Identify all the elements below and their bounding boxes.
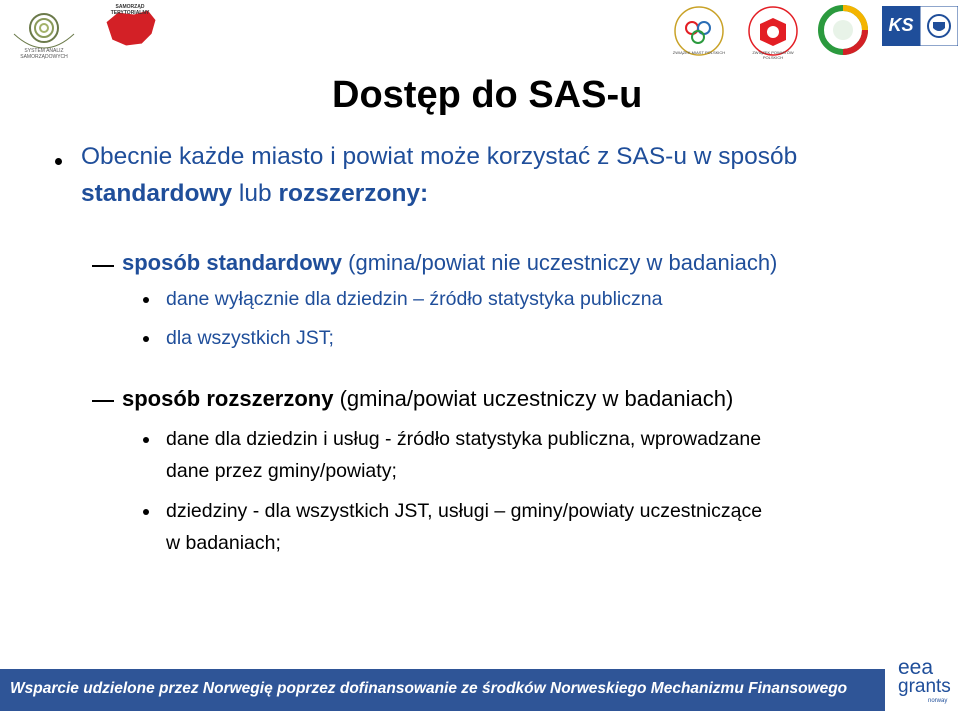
samorzad-logo [98,4,162,54]
extended-item-1-line-1: dane dla dziedzin i usług - źródło statystyka publiczna, wprowadzane [166,428,762,450]
standard-heading-rest: (gmina/powiat nie uczestniczy w badaniach) [342,250,778,275]
sas-logo [8,4,80,60]
standard-item-2: dla wszystkich JST; [166,327,334,349]
dash-marker [92,265,114,267]
intro-connector: lub [232,180,279,207]
ring-logo [812,4,874,58]
zmp-logo-text: ZWIĄZEK MIAST POLSKICH [672,50,726,55]
extended-heading [122,386,733,412]
eea-grants-logo [892,656,960,711]
ks-logo [882,6,958,46]
extended-item-1-line-2: dane przez gminy/powiaty; [166,460,397,482]
eea-logo-line-3: norway [928,698,948,704]
bullet-dot [55,158,62,165]
intro-bold-extended: rozszerzony: [278,180,429,207]
intro-line-2 [81,180,428,208]
standard-heading-bold: sposób standardowy [122,250,343,275]
zmp-logo [668,4,730,58]
zpp-logo [742,4,804,58]
extended-item-2-line-2: w badaniach; [166,532,281,554]
footer-text: Wsparcie udzielone przez Norwegię poprzez dofinansowanie ze środków Norweskiego Mechanizmu Finansowego [10,680,848,697]
ks-logo-text: KS [888,15,914,35]
extended-item-2-line-1: dziedziny - dla wszystkich JST, usługi – gminy/powiaty uczestniczące [166,500,763,522]
standard-heading [122,250,777,276]
bullet-dot [143,297,149,303]
page-title: Dostęp do SAS-u [332,74,643,116]
intro-line-1: Obecnie każde miasto i powiat może korzystać z SAS-u w sposób [81,143,798,170]
standard-item-1: dane wyłącznie dla dziedzin – źródło statystyka publiczna [166,288,663,310]
bullet-dot [143,336,149,342]
intro-bold-standard: standardowy [81,180,233,207]
extended-heading-rest: (gmina/powiat uczestniczy w badaniach) [333,386,734,411]
samorzad-logo-text: SAMORZĄD TERYTORIALNY [110,4,150,16]
dash-marker [92,400,114,402]
bullet-dot [143,437,149,443]
zpp-logo-text: ZWIĄZEK POWIATÓW POLSKICH [752,50,794,60]
sas-logo-text: SYSTEM ANALIZ SAMORZĄDOWYCH [20,48,68,60]
eea-logo-line-2: grants [898,676,951,697]
extended-heading-bold: sposób rozszerzony [122,386,334,411]
bullet-dot [143,509,149,515]
eea-logo-line-1: eea [898,656,934,679]
